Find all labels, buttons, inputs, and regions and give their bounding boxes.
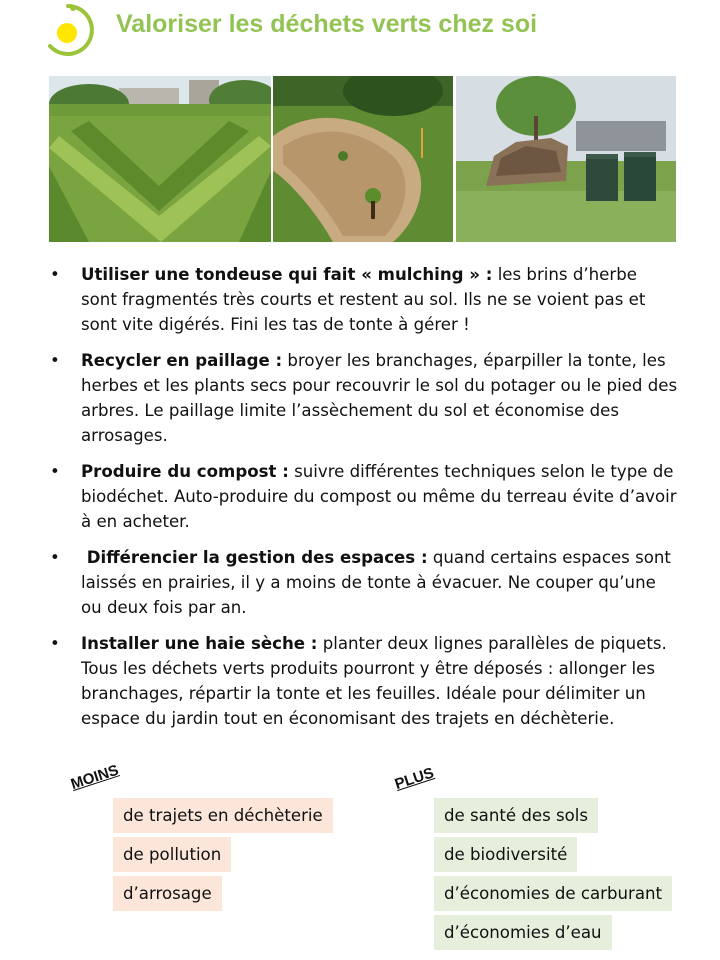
moins-item: de trajets en déchèterie xyxy=(113,798,333,833)
list-item: • Différencier la gestion des espaces : quand certains espaces sont laissés en prairies, il y a moins de tonte à évacuer. Ne couper qu’une ou deux fois par an. xyxy=(50,548,671,617)
mowed-meadow-paths-photo xyxy=(49,76,271,242)
page-title: Valoriser les déchets verts chez soi xyxy=(116,10,538,38)
sun-arc-icon xyxy=(44,2,102,60)
plus-item: de santé des sols xyxy=(434,798,598,833)
list-item: • Utiliser une tondeuse qui fait « mulching » : les brins d’herbe sont fragmentés très courts et restent au sol. Ils ne se voient pas et sont vite digérés. Fini les tas de tonte à gérer ! xyxy=(50,265,646,334)
list-item: • Installer une haie sèche : planter deux lignes parallèles de piquets. Tous les déchets verts produits pourront y être déposés : allonger les branchages, répartir la tonte et les feuilles. Idéale pour délimiter un espace du jardin tout en économisant des trajets en déchèterie. xyxy=(50,634,667,728)
plus-heading: PLUS xyxy=(392,764,437,793)
mulched-bed-photo xyxy=(273,76,453,242)
plus-item: d’économies d’eau xyxy=(434,915,612,950)
plus-item: de biodiversité xyxy=(434,837,577,872)
plus-item: d’économies de carburant xyxy=(434,876,672,911)
list-item: • Produire du compost : suivre différentes techniques selon le type de biodéchet. Auto-produire du compost ou même du terreau évite d’avoir à en acheter. xyxy=(50,462,677,531)
tips-list xyxy=(48,262,678,742)
moins-item: d’arrosage xyxy=(113,876,222,911)
dead-hedge-and-composters-photo xyxy=(456,76,676,242)
moins-heading: MOINS xyxy=(68,761,121,793)
list-item: • Recycler en paillage : broyer les branchages, éparpiller la tonte, les herbes et les plants secs pour recouvrir le sol du potager ou le pied des arbres. Le paillage limite l’assèchement du sol et économise des arrosages. xyxy=(50,351,678,445)
moins-item: de pollution xyxy=(113,837,231,872)
photo-strip xyxy=(49,76,676,242)
